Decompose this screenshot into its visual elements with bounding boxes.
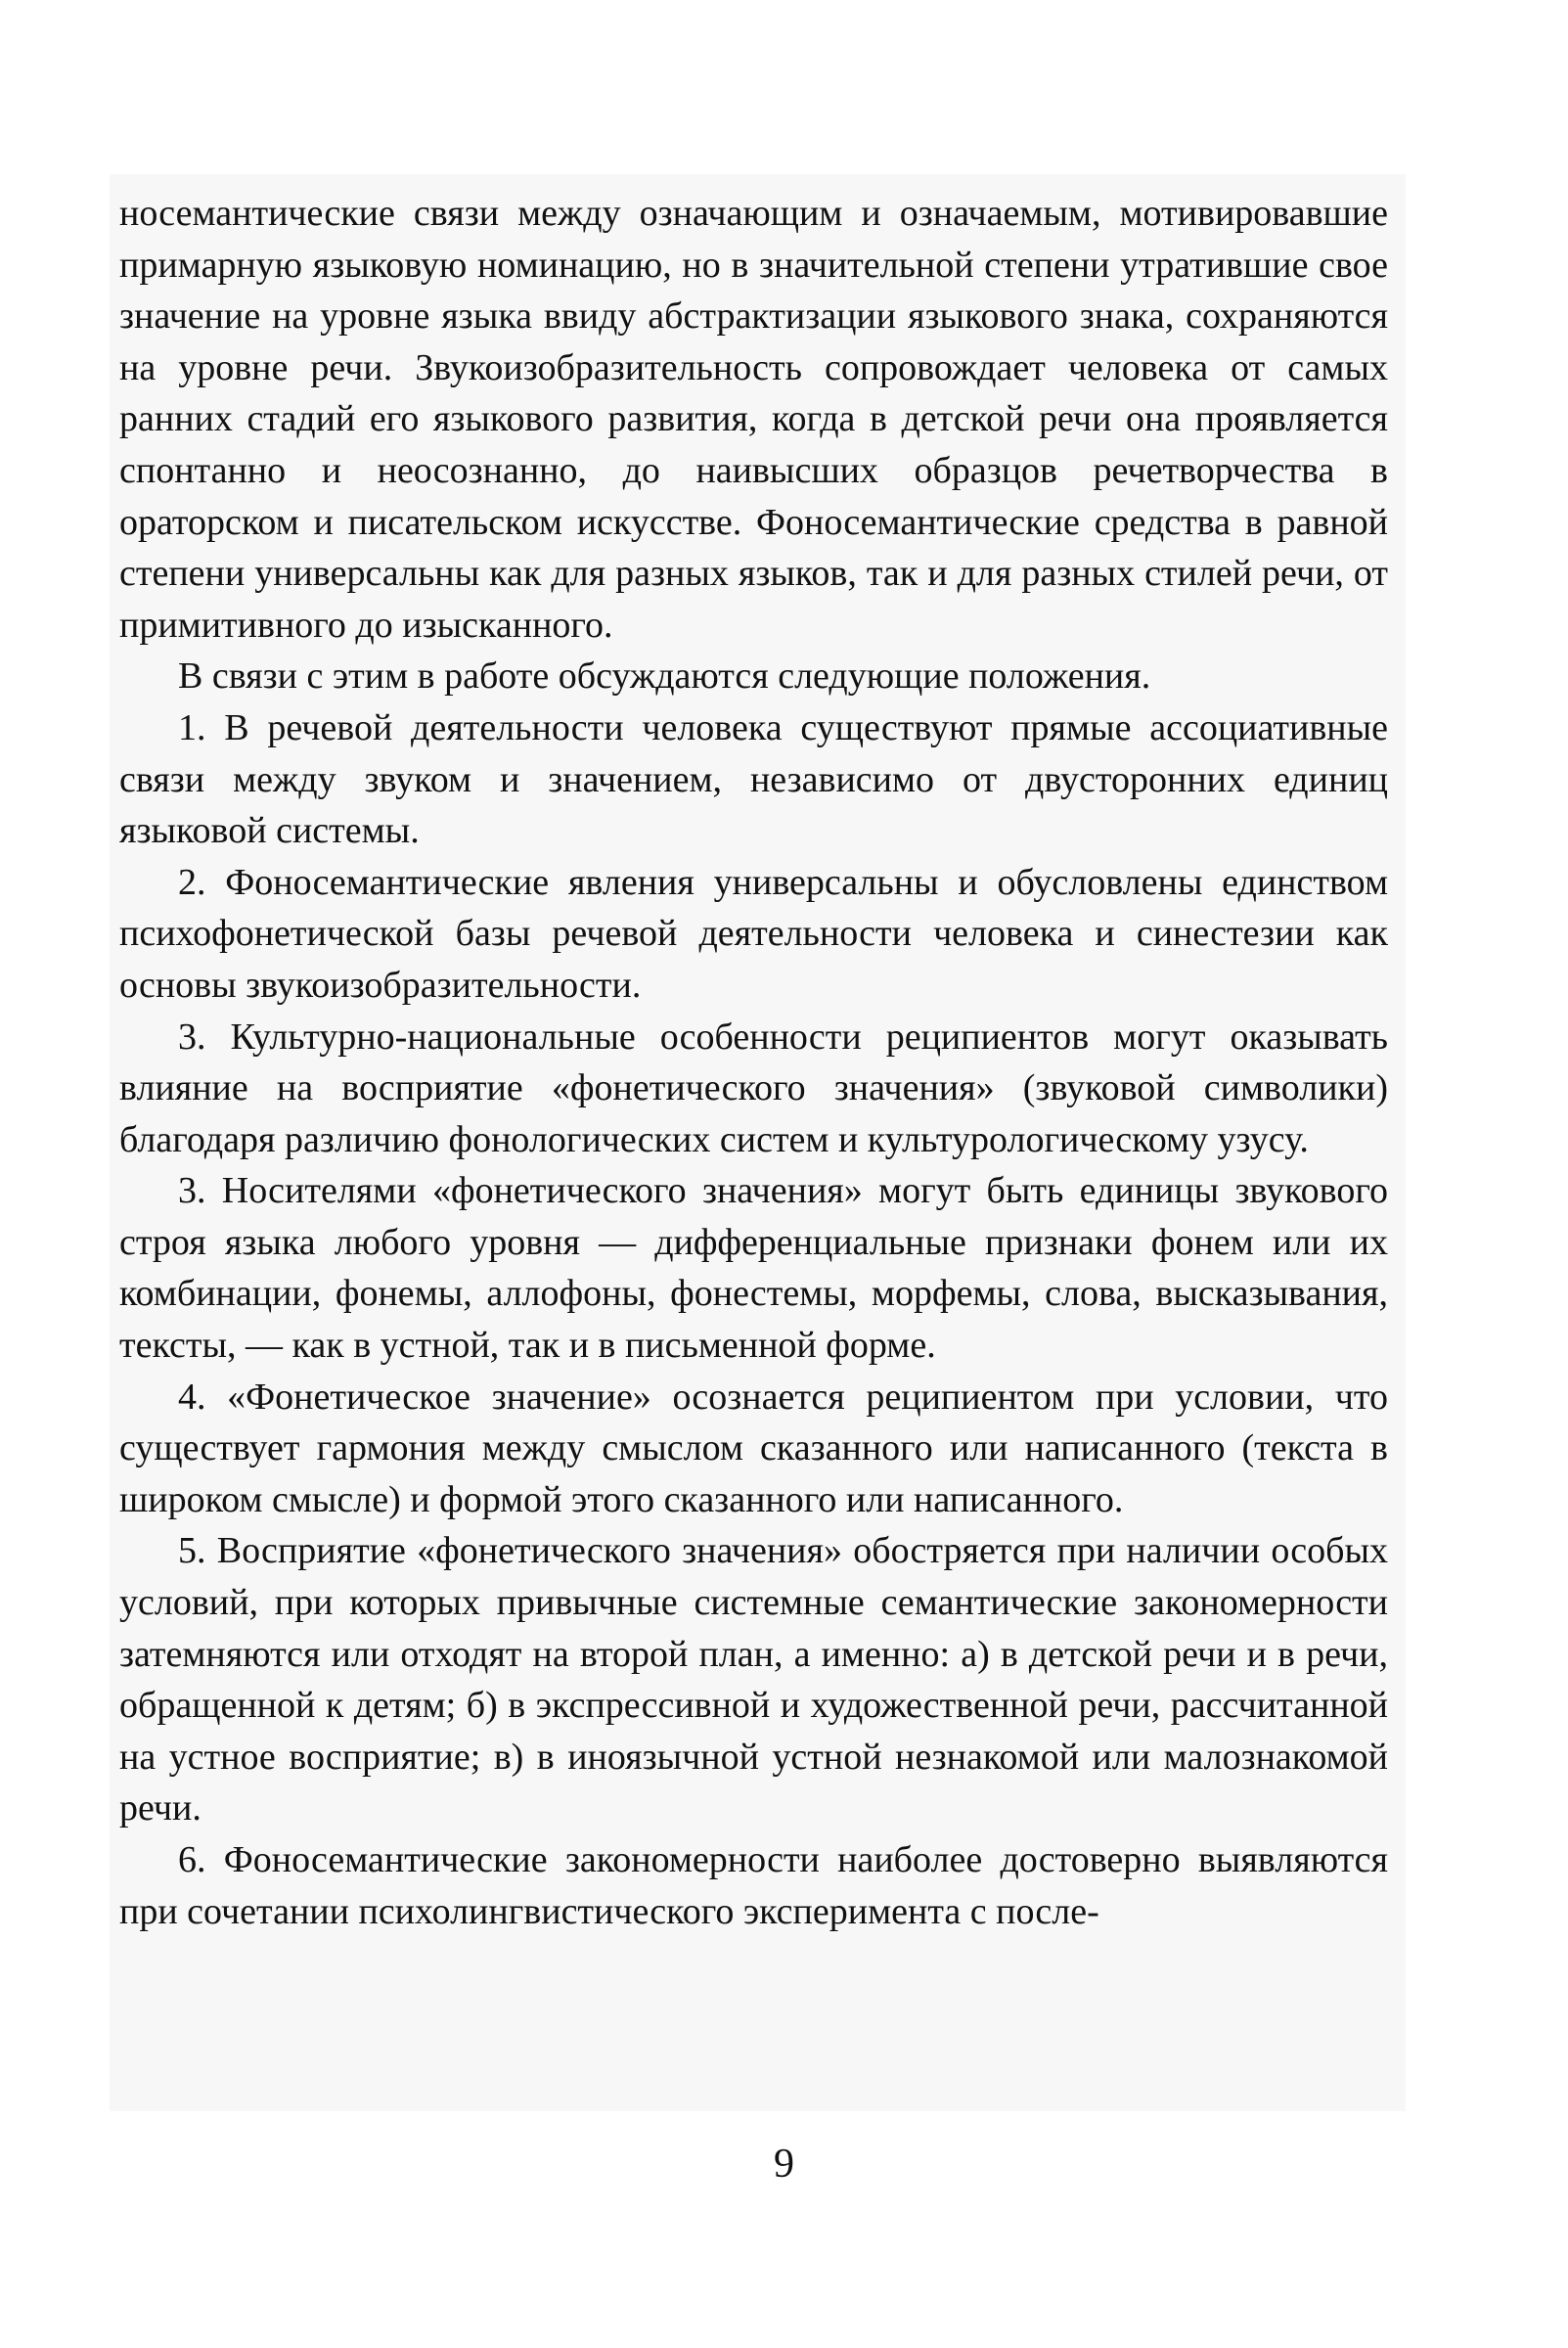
paragraph-point-5: 5. Восприятие «фонетического значения» обостряется при наличии особых условий, при которых привычные системные семантические закономерности затемняются или отходят на второй план, а именно: а) в детской речи и в речи, обращенной к детям; б) в экспрессивной и художественной речи, рассчитанной на устное восприятие; в) в иноязычной устной незнакомой или малознакомой речи.	[119, 1530, 1388, 1829]
paragraph-point-2: 2. Фоносемантические явления универсальны и обусловлены единством психофонетической базы речевой деятельности человека и синестезии как основы звукоизобразительности.	[119, 861, 1388, 1006]
paragraph-point-1: 1. В речевой деятельности человека существуют прямые ассоциативные связи между звуком и значением, независимо от двусторонних единиц языковой системы.	[119, 706, 1388, 852]
text-block	[110, 174, 1406, 2111]
paragraph-intro: В связи с этим в работе обсуждаются следующие положения.	[178, 655, 1151, 698]
page-number: 9	[774, 2142, 794, 2187]
paragraph-point-3b: 3. Носителями «фонетического значения» могут быть единицы звукового строя языка любого уровня — дифференциальные признаки фонем или их комбинации, фонемы, аллофоны, фонестемы, морфемы, слова, высказывания, тексты, — как в устной, так и в письменной форме.	[119, 1170, 1388, 1367]
paragraph-point-6: 6. Фоносемантические закономерности наиболее достоверно выявляются при сочетании психолингвистического эксперимента с после-	[119, 1839, 1388, 1932]
paragraph-point-3a: 3. Культурно-национальные особенности реципиентов могут оказывать влияние на восприятие «фонетического значения» (звуковой символики) благодаря различию фонологических систем и культурологическому узусу.	[119, 1016, 1388, 1160]
paragraph-point-4: 4. «Фонетическое значение» осознается реципиентом при условии, что существует гармония между смыслом сказанного или написанного (текста в широком смысле) и формой этого сказанного или написанного.	[119, 1376, 1388, 1520]
paragraph-continuation: носемантические связи между означающим и означаемым, мотивировавшие примарную языковую номинацию, но в значительной степени утратившие свое значение на уровне языка ввиду абстрактизации языкового знака, сохраняются на уровне речи. Звукоизобразительность сопровождает человека от самых ранних стадий его языкового развития, когда в детской речи она проявляется спонтанно и неосознанно, до наивысших образцов речетворчества в ораторском и писательском искусстве. Фоносемантические средства в равной степени универсальны как для разных языков, так и для разных стилей речи, от примитивного до изысканного.	[119, 193, 1388, 646]
